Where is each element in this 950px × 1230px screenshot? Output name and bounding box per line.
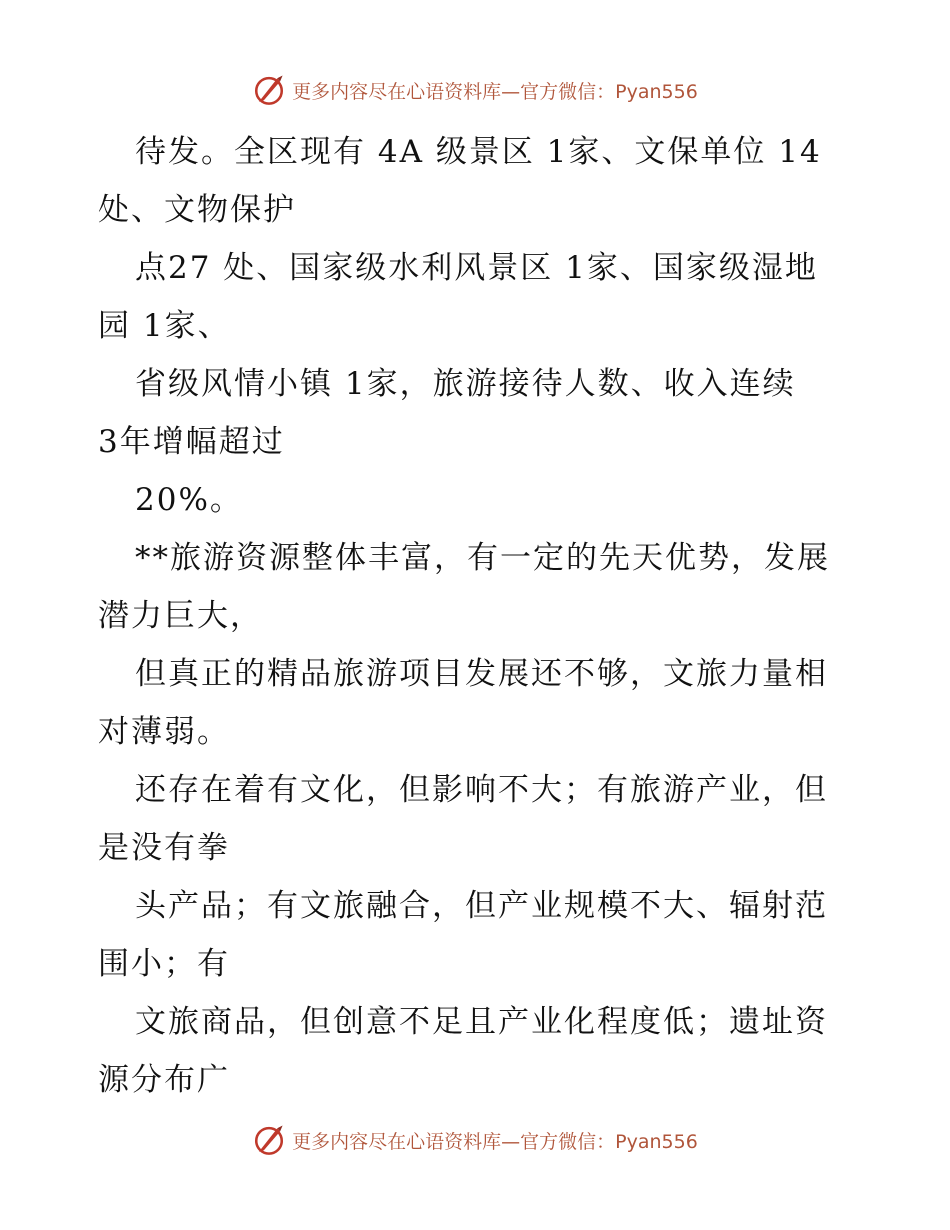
text-line: 头产品；有文旅融合，但产业规模不大、辐射范 (135, 888, 828, 924)
header-watermark-banner (0, 70, 950, 110)
text-line: 围小；有 (98, 946, 230, 982)
text-line: 3年增幅超过 (98, 424, 285, 460)
text-line: 潜力巨大， (98, 598, 263, 634)
text-line: 文旅商品，但创意不足且产业化程度低；遗址资 (135, 1004, 828, 1040)
text-line: 但真正的精品旅游项目发展还不够，文旅力量相 (135, 656, 828, 692)
text-line: 省级风情小镇 1家，旅游接待人数、收入连续 (135, 366, 796, 402)
text-line: 对薄弱。 (98, 714, 230, 750)
document-body (98, 123, 858, 1109)
header-banner-text: 更多内容尽在心语资料库—官方微信：Pyan556 (292, 80, 698, 103)
text-line: 是没有拳 (98, 830, 230, 866)
text-line: 还存在着有文化，但影响不大；有旅游产业，但 (135, 772, 828, 808)
text-line: 待发。全区现有 4A 级景区 1家、文保单位 14 (135, 134, 822, 170)
text-line: 源分布广 (98, 1062, 230, 1098)
text-line: 点27 处、国家级水利风景区 1家、国家级湿地 (135, 250, 818, 286)
text-line: **旅游资源整体丰富，有一定的先天优势，发展 (135, 540, 830, 576)
feather-logo-icon (252, 73, 286, 107)
footer-banner-text: 更多内容尽在心语资料库—官方微信：Pyan556 (292, 1130, 698, 1153)
footer-watermark-banner (0, 1120, 950, 1160)
text-line: 20%。 (135, 482, 243, 518)
feather-logo-icon (252, 1123, 286, 1157)
text-line: 处、文物保护 (98, 192, 296, 228)
text-line: 园 1家、 (98, 308, 231, 344)
